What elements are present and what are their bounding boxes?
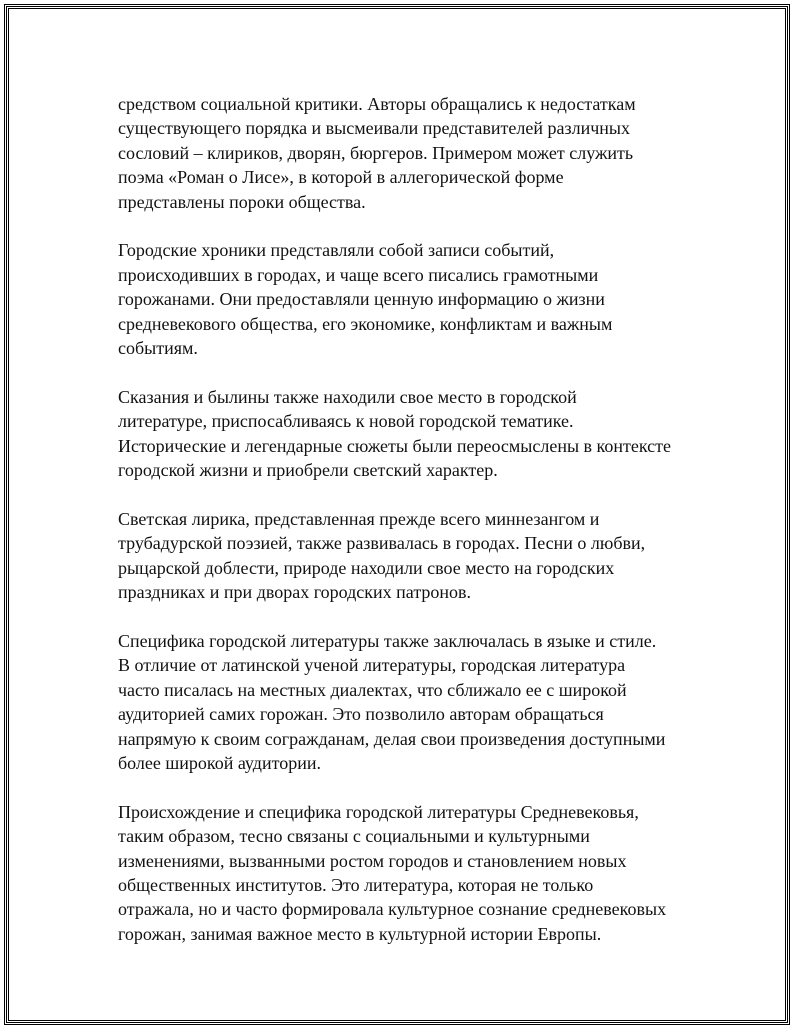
text-line: Исторические и легендарные сюжеты были переосмыслены в контексте: [118, 435, 672, 456]
text-line: литературе, приспосабливаясь к новой городской тематике.: [118, 411, 574, 432]
text-line: средневекового общества, его экономике, конфликтам и важным: [118, 313, 613, 334]
text-line: Происхождение и специфика городской литературы Средневековья,: [118, 801, 639, 822]
text-line: общественных институтов. Это литература, которая не только: [118, 874, 594, 895]
text-line: существующего порядка и высмеивали представителей различных: [118, 118, 630, 139]
text-line: Специфика городской литературы также заключалась в языке и стиле.: [118, 630, 657, 651]
paragraph-language-style: [118, 629, 698, 775]
text-line: средством социальной критики. Авторы обращались к недостаткам: [118, 94, 636, 114]
text-line: сословий – клириков, дворян, бюргеров. Примером может служить: [118, 142, 634, 163]
text-line: праздниках и при дворах городских патронов.: [118, 582, 472, 603]
paragraph-satire: [118, 92, 698, 214]
text-line: горожанами. Они предоставляли ценную информацию о жизни: [118, 289, 605, 310]
paragraph-city-chronicles: [118, 238, 698, 360]
text-line: Городские хроники представляли собой записи событий,: [118, 240, 555, 261]
text-line: более широкой аудитории.: [118, 752, 321, 773]
text-line: таким образом, тесно связаны с социальными и культурными: [118, 826, 590, 847]
text-line: происходивших в городах, и чаще всего писались грамотными: [118, 264, 599, 285]
text-line: Светская лирика, представленная прежде всего миннезангом и: [118, 508, 600, 529]
text-line: городской жизни и приобрели светский характер.: [118, 460, 498, 481]
text-line: поэма «Роман о Лисе», в которой в аллегорической форме: [118, 167, 564, 188]
paragraph-legends: [118, 385, 698, 483]
text-line: аудиторией самих горожан. Это позволило авторам обращаться: [118, 704, 604, 725]
text-line: часто писалась на местных диалектах, что сближало ее с широкой: [118, 679, 627, 700]
text-line: Сказания и былины также находили свое место в городской: [118, 386, 577, 407]
text-line: рыцарской доблести, природе находили свое место на городских: [118, 557, 615, 578]
text-line: горожан, занимая важное место в культурной истории Европы.: [118, 923, 602, 944]
text-line: изменениями, вызванными ростом городов и становлением новых: [118, 850, 627, 871]
text-line: событиям.: [118, 338, 198, 359]
document-body: [118, 92, 698, 971]
paragraph-conclusion: [118, 800, 698, 946]
text-line: напрямую к своим согражданам, делая свои произведения доступными: [118, 728, 666, 749]
text-line: В отличие от латинской ученой литературы, городская литература: [118, 655, 626, 676]
text-line: трубадурской поэзией, также развивалась в городах. Песни о любви,: [118, 533, 646, 554]
paragraph-lyric: [118, 507, 698, 605]
text-line: представлены пороки общества.: [118, 191, 366, 212]
text-line: отражала, но и часто формировала культурное сознание средневековых: [118, 899, 667, 920]
